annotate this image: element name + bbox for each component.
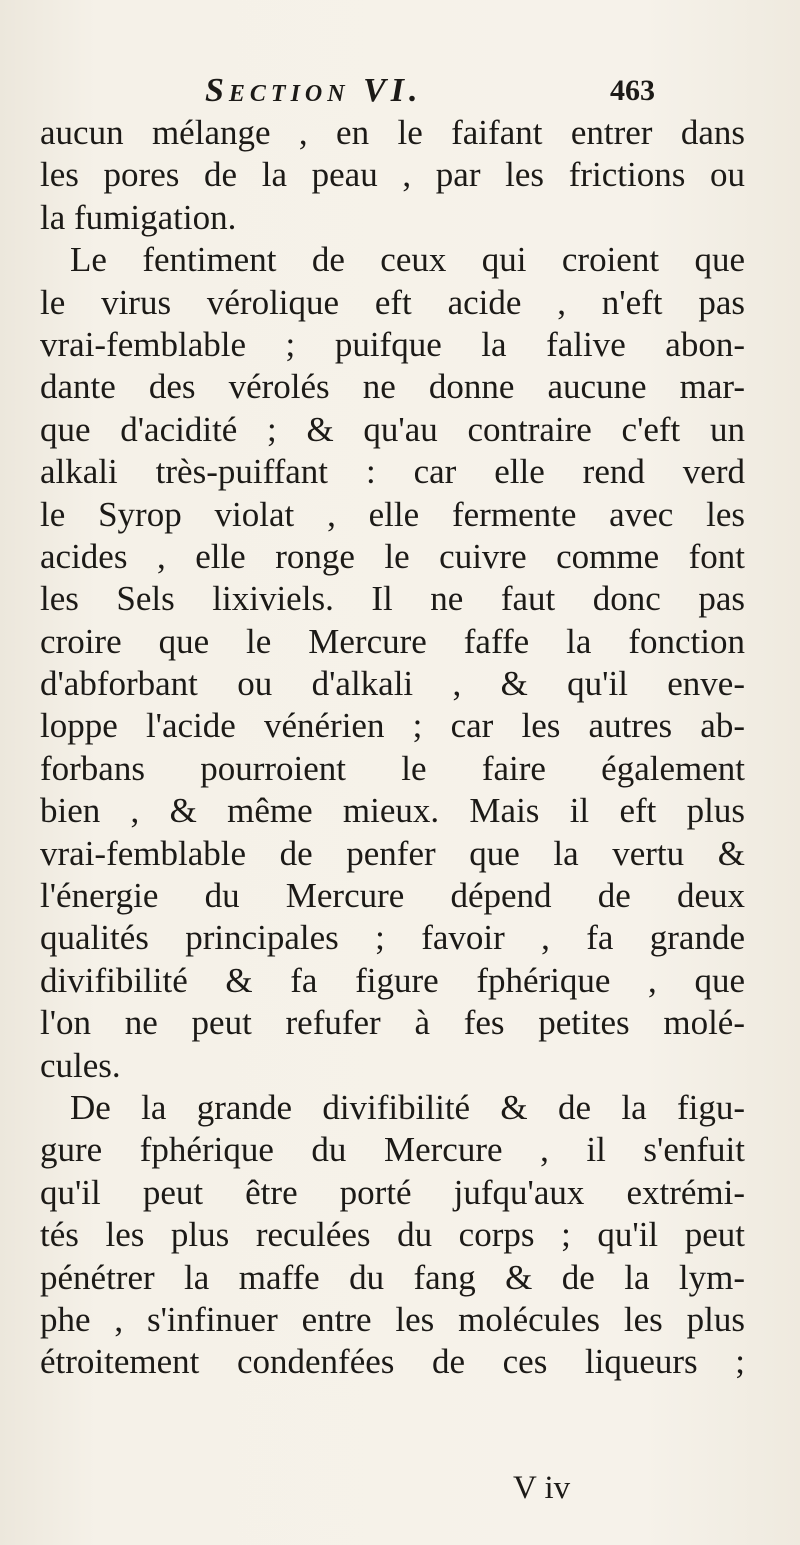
text-line: l'énergie du Mercure dépend de deux <box>40 876 745 916</box>
text-line: acides , elle ronge le cuivre comme font <box>40 536 745 576</box>
page-number: 463 <box>610 74 655 107</box>
text-line: phe , s'infinuer entre les molécules les plus <box>40 1299 745 1339</box>
text-line: la fumigation. <box>40 197 237 237</box>
text-line: croire que le Mercure faffe la fonction <box>40 621 745 661</box>
text-line: le virus vérolique eft acide , n'eft pas <box>40 282 745 322</box>
text-line: étroitement condenfées de ces liqueurs ; <box>40 1342 745 1382</box>
text-line: aucun mélange , en le faifant entrer dans <box>40 113 745 152</box>
text-line: le Syrop violat , elle fermente avec les <box>40 494 745 534</box>
text-line: loppe l'acide vénérien ; car les autres ab- <box>40 706 745 746</box>
text-line: d'abforbant ou d'alkali , & qu'il enve- <box>40 664 745 704</box>
text-line: gure fphérique du Mercure , il s'enfuit <box>40 1130 745 1170</box>
text-line: les Sels lixiviels. Il ne faut donc pas <box>40 579 745 619</box>
text-line: pénétrer la maffe du fang & de la lym- <box>40 1257 745 1297</box>
text-line: cules. <box>40 1045 121 1085</box>
text-line: que d'acidité ; & qu'au contraire c'eft un <box>40 409 745 449</box>
text-line: les pores de la peau , par les frictions ou <box>40 155 745 195</box>
text-line: l'on ne peut refufer à fes petites molé- <box>40 1003 745 1043</box>
text-line: divifibilité & fa figure fphérique , que <box>40 960 745 1000</box>
signature-mark: V iv <box>513 1470 571 1506</box>
text-line: tés les plus reculées du corps ; qu'il peut <box>40 1215 745 1255</box>
text-line: dante des vérolés ne donne aucune mar- <box>40 367 745 407</box>
text-line: De la grande divifibilité & de la figu- <box>70 1087 745 1127</box>
text-line: alkali très-puiffant : car elle rend verd <box>40 452 745 492</box>
running-head: Section VI. <box>205 72 423 109</box>
text-line: qu'il peut être porté jufqu'aux extrémi- <box>40 1172 745 1212</box>
text-line: Le fentiment de ceux qui croient que <box>70 240 745 280</box>
text-line: vrai-femblable ; puifque la falive abon- <box>40 324 745 364</box>
text-line: vrai-femblable de penfer que la vertu & <box>40 833 745 873</box>
catchword-line <box>0 1470 800 1510</box>
text-line: forbans pourroient le faire également <box>40 748 745 788</box>
body-text <box>40 112 745 1384</box>
text-line: qualités principales ; favoir , fa grande <box>40 918 745 958</box>
text-line: bien , & même mieux. Mais il eft plus <box>40 791 745 831</box>
